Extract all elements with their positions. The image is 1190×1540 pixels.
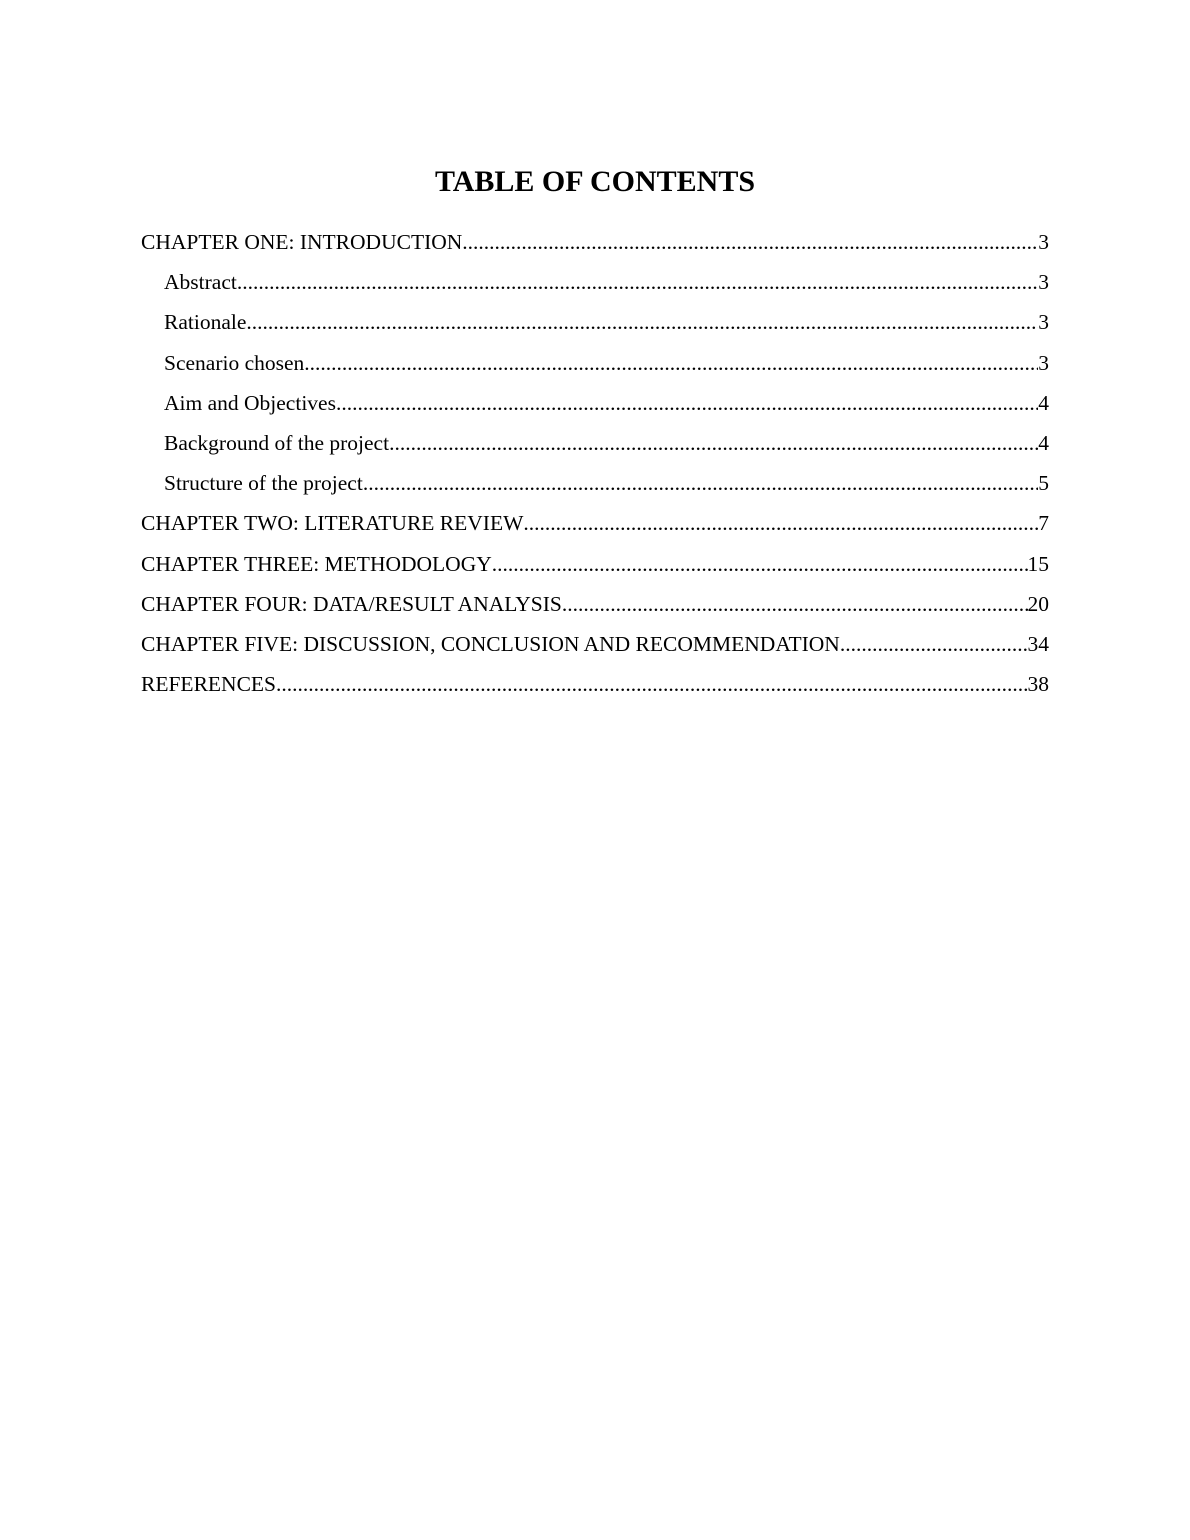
toc-entry-references[interactable] xyxy=(141,664,1049,704)
toc-entry-label: CHAPTER TWO: LITERATURE REVIEW xyxy=(141,511,524,536)
toc-dot-leader xyxy=(523,503,1038,543)
toc-entry-label: CHAPTER FOUR: DATA/RESULT ANALYSIS xyxy=(141,591,562,616)
toc-list xyxy=(141,222,1049,704)
toc-entry-page: 7 xyxy=(1038,511,1049,536)
toc-entry-chapter-two[interactable] xyxy=(141,503,1049,543)
toc-entry-aim-and-objectives[interactable] xyxy=(141,383,1049,423)
toc-dot-leader xyxy=(562,584,1028,624)
toc-entry-structure[interactable] xyxy=(141,463,1049,503)
toc-entry-label: REFERENCES xyxy=(141,672,276,697)
toc-entry-chapter-one[interactable] xyxy=(141,222,1049,262)
toc-entry-label: Abstract xyxy=(164,270,237,295)
toc-entry-page: 5 xyxy=(1038,471,1049,496)
toc-entry-page: 15 xyxy=(1027,551,1049,576)
toc-entry-label: Aim and Objectives xyxy=(164,390,336,415)
toc-dot-leader xyxy=(492,544,1028,584)
toc-dot-leader xyxy=(840,624,1028,664)
toc-entry-label: CHAPTER FIVE: DISCUSSION, CONCLUSION AND RECOMMENDATION xyxy=(141,631,840,656)
toc-dot-leader xyxy=(363,463,1038,503)
toc-entry-page: 38 xyxy=(1027,672,1049,697)
toc-entry-background[interactable] xyxy=(141,423,1049,463)
toc-entry-scenario-chosen[interactable] xyxy=(141,343,1049,383)
toc-entry-chapter-five[interactable] xyxy=(141,624,1049,664)
toc-dot-leader xyxy=(246,302,1038,342)
toc-dot-leader xyxy=(389,423,1038,463)
toc-entry-label: Background of the project xyxy=(164,430,390,455)
toc-entry-page: 20 xyxy=(1027,591,1049,616)
toc-entry-label: Structure of the project xyxy=(164,471,363,496)
toc-entry-label: Rationale xyxy=(164,310,247,335)
toc-entry-page: 4 xyxy=(1038,390,1049,415)
toc-entry-chapter-three[interactable] xyxy=(141,544,1049,584)
toc-dot-leader xyxy=(304,343,1038,383)
toc-dot-leader xyxy=(276,664,1028,704)
toc-entry-rationale[interactable] xyxy=(141,302,1049,342)
toc-entry-page: 4 xyxy=(1038,430,1049,455)
toc-entry-chapter-four[interactable] xyxy=(141,584,1049,624)
toc-title: TABLE OF CONTENTS xyxy=(434,165,756,198)
toc-entry-page: 3 xyxy=(1038,350,1049,375)
toc-entry-abstract[interactable] xyxy=(141,262,1049,302)
toc-entry-page: 3 xyxy=(1038,230,1049,254)
toc-dot-leader xyxy=(462,222,1038,262)
toc-entry-page: 3 xyxy=(1038,310,1049,335)
toc-dot-leader xyxy=(237,262,1038,302)
toc-entry-label: Scenario chosen xyxy=(164,350,305,375)
toc-dot-leader xyxy=(336,383,1038,423)
toc-entry-page: 34 xyxy=(1027,631,1049,656)
toc-entry-label: CHAPTER ONE: INTRODUCTION xyxy=(141,230,463,254)
toc-entry-label: CHAPTER THREE: METHODOLOGY xyxy=(141,551,492,576)
toc-entry-page: 3 xyxy=(1038,270,1049,295)
